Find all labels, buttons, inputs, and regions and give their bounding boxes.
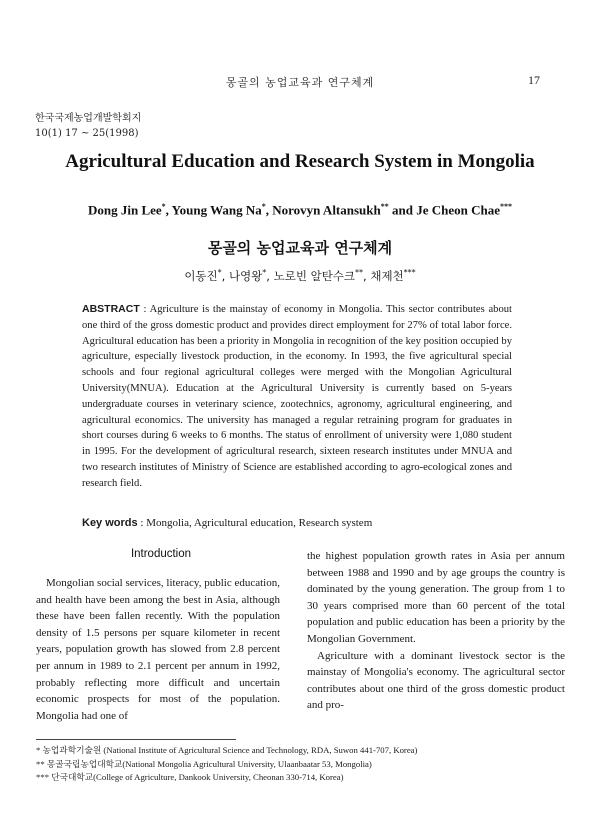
- affiliation-mark: *: [161, 202, 166, 211]
- paper-title: Agricultural Education and Research System in Mongolia: [65, 151, 535, 172]
- korean-author-name: , 채제천: [363, 269, 404, 283]
- keywords-label: Key words: [82, 517, 138, 529]
- footnote-item: [36, 744, 566, 758]
- footnote-text: 몽골국립농업대학교(National Mongolia Agricultural University, Ulaanbaatar 53, Mongolia): [46, 758, 372, 769]
- keywords-text: : Mongolia, Agricultural education, Research system: [137, 517, 373, 529]
- journal-name: 한국국제농업개발학회지: [35, 113, 142, 124]
- running-head: 몽골의 농업교육과 연구체계: [225, 76, 375, 89]
- body-paragraph: the highest population growth rates in Asia per annum between 1988 and 1990 and by age groups the country is dominated by the young generation. The group from 1 to 30 years comprised more than 60 percent of the total population and public education has been a priority by the Mongolian Government.: [307, 550, 565, 645]
- body-paragraph: Agriculture with a dominant livestock sector is the mainstay of Mongolia's economy. The agricultural sector contributes about one third of the gross domestic product and pro-: [307, 649, 565, 712]
- abstract-label: ABSTRACT: [82, 303, 140, 315]
- footnote-item: [36, 758, 566, 772]
- affiliation-mark: **: [355, 268, 364, 278]
- abstract: [82, 302, 512, 492]
- footnotes: [36, 744, 566, 785]
- footnote-mark: ***: [36, 772, 50, 782]
- footnote-mark: **: [36, 758, 45, 769]
- page-number: 17: [528, 73, 540, 87]
- journal-info: [35, 111, 141, 141]
- korean-author-list: [0, 268, 600, 284]
- affiliation-mark: **: [380, 202, 389, 211]
- footnote-item: [36, 771, 566, 785]
- affiliation-mark: ***: [500, 202, 512, 211]
- author-name: , Young Wang Na: [165, 202, 262, 218]
- footnote-text: 농업과학기술원 (National Institute of Agricultural Science and Technology, RDA, Suwon 441-707, Korea): [42, 745, 418, 755]
- section-heading-introduction: Introduction: [130, 548, 192, 560]
- affiliation-mark: ***: [403, 268, 416, 278]
- author-list: [40, 202, 560, 218]
- body-column-left: Mongolian social services, literacy, public education, and health have been among the best in Asia, although these have been fallen recently. With the population density of 1.5 persons per square kilometer in recent years, population growth has slowed from 2.8 percent per annum in 1989 to 2.1 percent per annum in 1992, probably reflecting more difficult and uncertain economic prospects for most of the population. Mongolia had one of: [36, 577, 280, 722]
- author-name: Dong Jin Lee: [87, 202, 162, 218]
- korean-author-name: , 노로빈 알탄수크: [266, 269, 356, 283]
- body-column-right: [307, 548, 565, 714]
- affiliation-mark: *: [261, 202, 266, 211]
- keywords: [82, 517, 512, 529]
- affiliation-mark: *: [262, 268, 267, 278]
- korean-title: 몽골의 농업교육과 연구체계: [207, 239, 393, 257]
- author-name: , Norovyn Altansukh: [265, 202, 381, 218]
- footnote-divider: [36, 739, 236, 740]
- korean-author-name: 이동진: [184, 269, 218, 283]
- author-name: and Je Cheon Chae: [388, 202, 500, 218]
- footnote-mark: *: [36, 745, 41, 755]
- affiliation-mark: *: [217, 268, 222, 278]
- korean-author-name: , 나영왕: [221, 269, 263, 283]
- footnote-text: 단국대학교(College of Agriculture, Dankook University, Cheonan 330-714, Korea): [51, 772, 344, 782]
- journal-volume-pages: 10(1) 17 ~ 25(1998): [35, 128, 139, 139]
- abstract-text: : Agriculture is the mainstay of economy in Mongolia. This sector contributes about one third of the gross domestic product and provides direct employment for 27% of total labor force. Agricultural education has been a priority in Mongolia in recognition of the key position occupied by agriculture, especially livestock production, in the economy. In 1993, the five agricultural special schools and four regional agricultural colleges were merged with the Mongolian Agricultural University(MNUA). Education at the Agricultural University is currently based on 5-years undergraduate courses in veterinary science, zootechnics, agronomy, agricultural engineering, and agricultural economics. The university has managed a regular retraining program for graduates in short courses during 6 weeks to 6 months. The status of enrollment of university were 1,080 student in 1995. For the development of agricultural research, sixteen research institutes under MNUA and two research institutes of Ministry of Science are established according to agro-ecological zones and research field.: [82, 304, 512, 489]
